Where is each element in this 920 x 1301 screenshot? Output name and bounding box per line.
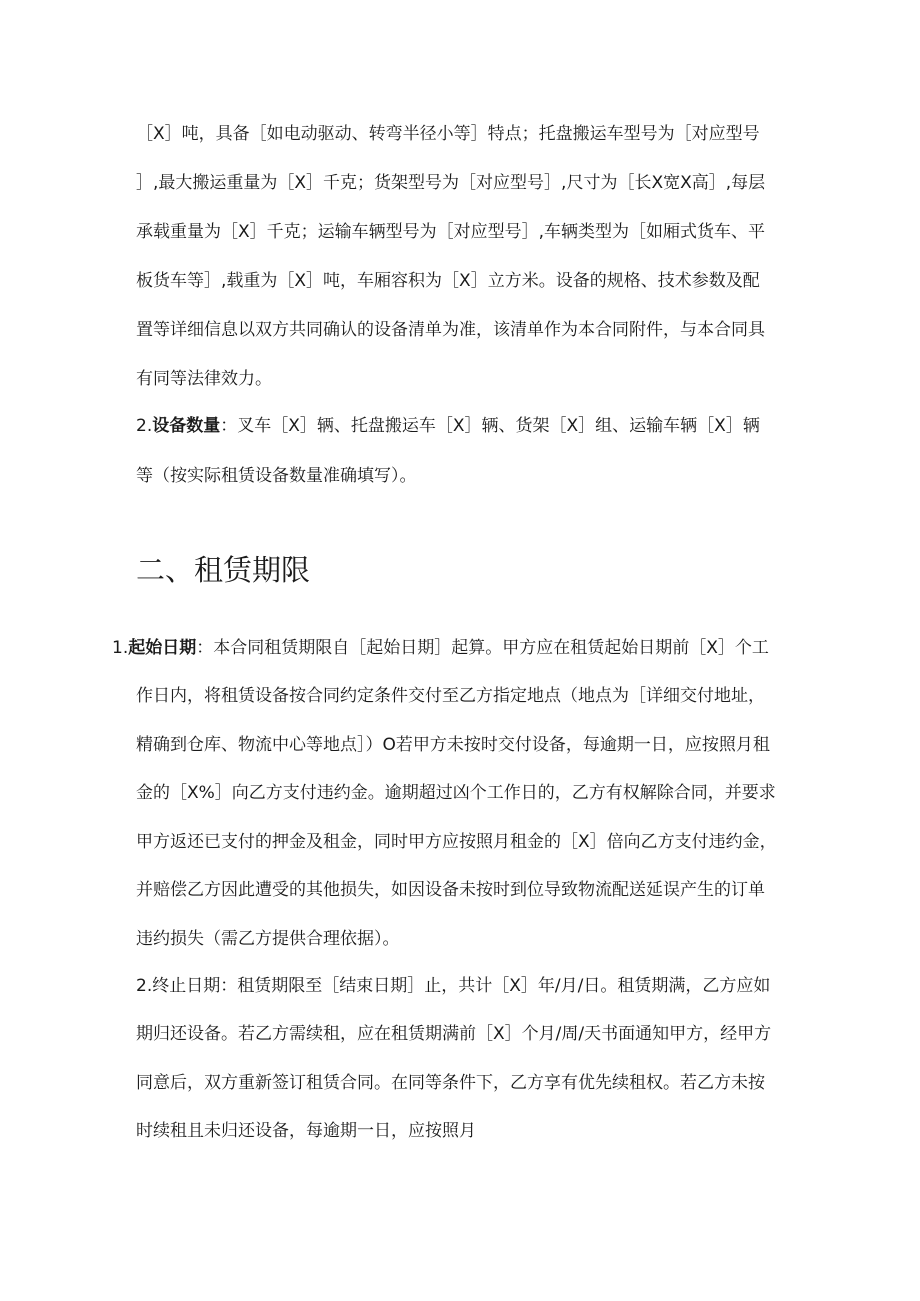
start-date-line (112, 635, 772, 661)
paragraph-line: 等（按实际租赁设备数量准确填写）。 (136, 466, 417, 486)
equipment-quantity-line (136, 413, 796, 439)
end-date-line: 2.终止日期：租赁期限至［结束日期］止，共计［X］年/月/日。租赁期满，乙方应如 (136, 976, 771, 996)
paragraph-line: 甲方返还已支付的押金及租金，同时甲方应按照月租金的［X］倍向乙方支付违约金， (136, 832, 777, 852)
paragraph-line: 板货车等］,载重为［X］吨，车厢容积为［X］立方米。设备的规格、技术参数及配 (136, 271, 760, 291)
paragraph-line: 作日内，将租赁设备按合同约定条件交付至乙方指定地点（地点为［详细交付地址， (136, 686, 765, 706)
paragraph-line: 并赔偿乙方因此遭受的其他损失，如因设备未按时到位导致物流配送延误产生的订单 (136, 880, 765, 900)
paragraph-line: 违约损失（需乙方提供合理依据）。 (136, 929, 400, 949)
paragraph-line: 同意后，双方重新签订租赁合同。在同等条件下，乙方享有优先续租权。若乙方未按 (136, 1073, 765, 1093)
paragraph-line: ［X］吨，具备［如电动驱动、转弯半径小等］特点；托盘搬运车型号为［对应型号 (136, 124, 760, 144)
item-label-bold: 设备数量 (152, 416, 221, 436)
section-heading: 二、租赁期限 (136, 553, 311, 587)
paragraph-line: 置等详细信息以双方共同确认的设备清单为准，该清单作为本合同附件，与本合同具 (136, 320, 765, 340)
paragraph-line: 期归还设备。若乙方需续租，应在租赁期满前［X］个月/周/天书面通知甲方，经甲方 (136, 1024, 772, 1044)
item-text: ：叉车［X］辆、托盘搬运车［X］辆、货架［X］组、运输车辆［X］辆 (220, 416, 760, 436)
item-number: 1. (112, 638, 129, 658)
paragraph-line: 精确到仓库、物流中心等地点］）O若甲方未按时交付设备，每逾期一日，应按照月租 (136, 735, 770, 755)
paragraph-line: 时续租且未归还设备，每逾期一日，应按照月 (136, 1121, 476, 1141)
paragraph-line: 金的［X%］向乙方支付违约金。逾期超过凶个工作日的，乙方有权解除合同，并要求 (136, 783, 776, 803)
paragraph-line: ］,最大搬运重量为［X］千克；货架型号为［对应型号］,尺寸为［长X宽X高］,每层 (136, 173, 766, 193)
paragraph-line: 有同等法律效力。 (136, 369, 272, 389)
item-text: ：本合同租赁期限自［起始日期］起算。甲方应在租赁起始日期前［X］个工 (196, 638, 769, 658)
paragraph-line: 承载重量为［X］千克；运输车辆型号为［对应型号］,车辆类型为［如厢式货车、平 (136, 222, 766, 242)
item-label-bold: 起始日期 (128, 638, 197, 658)
item-number: 2. (136, 416, 153, 436)
